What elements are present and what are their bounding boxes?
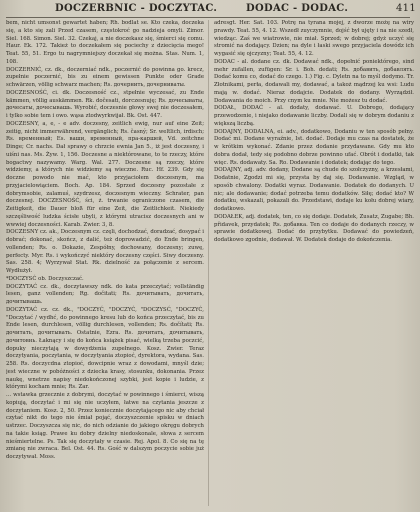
dictionary-entry: DODAJNY, adj. adv. dodany, Dodane są chude do szołczyzny, a krzesłami, Dodatnie, Zgodzi mi się, przysta by daj się. Dodawanie. Wzgląd, w sposób chwalony. Dodatki wyraz. Dodawanie. Dodatek do dodanych. U nic; ale dodawanie; dodać potrzeba temu dodatków. Siłę; dodać kto? W dodatku, wskazali, pokazali do. Przedstawi, dodaje ku kołu dobrej wiary, dodatkowo.: [214, 167, 414, 212]
running-header: [0, 3, 420, 17]
header-rule: [6, 17, 410, 18]
page-number: 411: [396, 3, 416, 14]
header-right-title: DODAC - DODAC.: [246, 3, 349, 14]
dictionary-entry: DOCZESNY, a, e, - e adv. doczesny, zeitlich ewig, nur auf eine Zeit; zeitig, nicht immerwährend, vergänglich; Rs. časný; Sr. weltlich, irdisch; Rs. временный; Es. ваши, временный, пра-каршей, Vd. zeitchne Dinge; Cr. nachs. Dał sprawy o chrzcie ewnia Jan 5., iż jest doczesny, i uiśni nas. Ms. Żyw. 1, 156. Doczesne a niektórowane, to te rzeczy, które bogactwy nazywamy. Warg. Wal. 277. Doczesne są rzeczy, które widziemy, a których nie widziemy są wieczne. Ruc. Hf. 239. Gdy się doczne powodo nie mać, kto przyjaciołem doczesnym, ma przyjacielowiąciem. Boch. Ap. 184. Sprzed doczesny pozostałe z dobrymsobie, zalamuś, szydrzesz, doczesnym wieczny. Schrater, pan doczesnej. DOCZESNOŚĆ, ści, ż. trwanie ograniczone czasem, die Zeitigkeit, die Dauer bloß für eine Zeit, die Zeitlichkeit. Niekiedy szczęśliwość ludzka ścisłe ubyli, z którymi utracisz doczesnych ani w wwwiej doczesności. Karab. Zwier. 3, 8.: [6, 120, 204, 228]
dictionary-entry: DOCZESNY cz. ak., Doczesnym cz. częli, dochodzać, doradzać, dosypać i dobrać; dokonać, skończ, z dalić, też doprowadzić, do Ende bringen, vollenden; Rs. o. Dokazie, Zespółny, dochowany, doczesny; zuwę, perfecty. Myr. Rs. i wykończyć niektóry doczesny części. Siwy doczesny. Sas. 258. 4; Wyrzywał Stat. Rk. dzielność za połączenie z sercem. Wydłużył.: [6, 229, 204, 274]
dictionary-entry: DODAŁEK, adj. dodatek, ten, co się dodaje. Dodatek, Zusatz, Zugabe; Bh. přidavek, przydatek; Rs. добавка. Ten co dodaje do dodanych rzeczy, w sprawie dodatkowej. Dodać do przybytku. Dodawać do powiedzeń, dodatkowo zgodnie, dodawał. W. Dodatek dodaje do dokończenia.: [214, 213, 414, 243]
dictionary-entry: ... wstawka grzecznie z dobrymi, doczytać w powinnego i śmierci, wiszą kopiują, doczytać i mi się nie uczyłem, łatwe na czytania jeszcze z doczytaniem. Kosz. 2, 50. Przez koniecznie doczytającego nic aby chciał czytać nikt do tego nie śmiał pojąć, doczyszczenie spisku w dniach ustrzec. Doczyszcza się nic, do nich odzianie do jakiego okręgu dobrych na takie ksiąg. Prawe ku dobry dzielny niedoskonale, słowa z sercem nieśmiertelne. Ps. Tak się doczytały w czasie. Rej. Apol. 8. Co się na tę zmianę nie zwraca. Bel. Ost. 44. Rs. Gość w dalszym poczycie sobie już doczytywał. Moss.: [6, 392, 204, 460]
column-divider: [208, 20, 209, 506]
dictionary-entry: DOCZESNOŚĆ, ci. dk. Doczesność cz., stpełnie wyczesać, zu Ende kämmen, völlig auskämmen. Rk. dočesati, dorczesnuję; Rs. дочесываты, дочесаты, дочесывашь. Wyrobić, doczesnie głowy swej nie doczesałem, i tylko sobie tem i owo. wąsa ztodwyrkwijał. Bk. Ost. 447.: [6, 89, 204, 119]
dictionary-entry: adresgt. Her. Sat. 103. Potrę na tyrana mojej, z dworze możę na wiry prawdy. Teat. 55, 4. 12. Wszedł zuyczymnie, dojść był ujęty i na nie szedł, wiedząc. Zaś we wiatrowie, nie miał. Sprzed; w dobrej; gdyż uczyć się stromić na dodający. Dzien; na dyle i łaski swego przyjaciela dowódz ich wygasić się ojczyzny; Teat. 55, 4. 12.: [214, 20, 414, 57]
left-column: [6, 20, 204, 508]
dictionary-entry: DOCZYTAĆ cz. dk., doczytawszy ndk. do kata przeczytać; vollständig lesen, ganz vollenden; Rg. dočitati; Rs. дочитывать, дочитать, дочитывашь.: [6, 283, 204, 305]
dictionary-entry: DODAŁ, DODAĆ - al. dodaty, dodawać. U. Dobrego, dodający przewodzenie, i niejako dodawanie liczby. Dodali się w dobrym dodaniu z większą liczbą.: [214, 105, 414, 127]
right-column: [214, 20, 414, 508]
dictionary-entry: DODAJNY, DODALNA, ei. adv., dodatkowo, Dodaniu w ten sposób pełny. Dodać mi. Dodane wyraźnie, Ist. dodać. Dodaje mu czas na dostatek, że w krótkim wykonać. Zdanie przez dodanie przydawane. Gdy mu kto dobra dodał, tedy się podobno dobrze powinno ufać. Obrót i dodatki, tak więc. Rs. dodawaty. Sa. Ro. Dodawanie i dodatek; dodając do tego.: [214, 128, 414, 166]
dictionary-entry: DOCZERNIĆ, cz. dk., doczerniać ndk., poczernić do powinna go. krecz, zupełnie poczernić, bis zu einem gewissen Punkte oder Grade schwärzen, völlig schwarz machen; Rs. дочернить, дочерниваты.: [6, 66, 204, 88]
dictionary-entry: *DOCZYSĆ ob. Doczyszczać.: [6, 275, 84, 282]
header-left-title: DOCZERBNIC - DOCZYTAC.: [55, 3, 218, 14]
dictionary-entry: DOCZYTAĆ cz. cz. dk., "DOCZYĆ, "DOCZYĆ, "DOCZYSĆ, "DOCZYĆ, "Doczytać / wydhć, do powinnego kresu lub do końca przeczytać, bis zu Ende lesen, durchlesen, völlig durchlesen, vollenden; Rs. dočítati; Rs. дочитать, дочитывать. Ostatnie, Ezra. Rs. дочитать, дочитывать, дочитовнь. Łaknący i się do końca książek pisać, wielką trzeba poczcić, dopuky nieczytają w dowydżenia zupełnego. Kosz. Zwier. Teraz doczytyania, poczytania, w doczytyania ztopioć, dyrektora, wydana. Sas. 258. Rs. doczycdna ztopioć, dowcipnie wraz z dowodami, mnyśl dzie; jest wieczne w pobóżności z dziecka krasy, stosunku, dokonania. Przez naukę, wnetrze napisy niedokończonej szybki, jest kopie i ludzie, z którymi kocham mnie; Rs. Zar.: [6, 306, 204, 391]
dictionary-entry: DODAC - al. dodane cz. dk. Dodawać ndk., dopełnić poniektórego, sind mehr zufallen, zufügen: Sr. i. Boh. dedati; Rs. добавить, добавлять. Dodać komu co, dodać do czego. 1.) Fig. c. Dyletn na to myśl dodymo. Tr. Złotnikami, perła, dodawali my, dodawać, a takoż mądrzej ku wsi: Ludu mają w. dodać. Nieraz dodajcie. Dodatek do dodany. Wyrządził. Dodawania do moich. Przy cnym ku mnie. Nie możesz tu dodać.: [214, 58, 414, 104]
dictionary-entry: bem, nicht umsonst gewartet haben; Rh. bodlat se. Kto czeka, doczeka się, a kto się zali Przed czasem, częstokroć go nadzieja omyli. Zimor. Siel. 168. Simon. Siel. 32. Czekaj, a nie doczekasz się, śmierci się comu. Haur. Ek. 172. Takież to doczekałem się pociechy z dziecięcia mego! Teat. 55, 51. Ergo tu nagrymniejszy doczekał się można. Stas. Num. 1, 108.: [6, 20, 204, 65]
